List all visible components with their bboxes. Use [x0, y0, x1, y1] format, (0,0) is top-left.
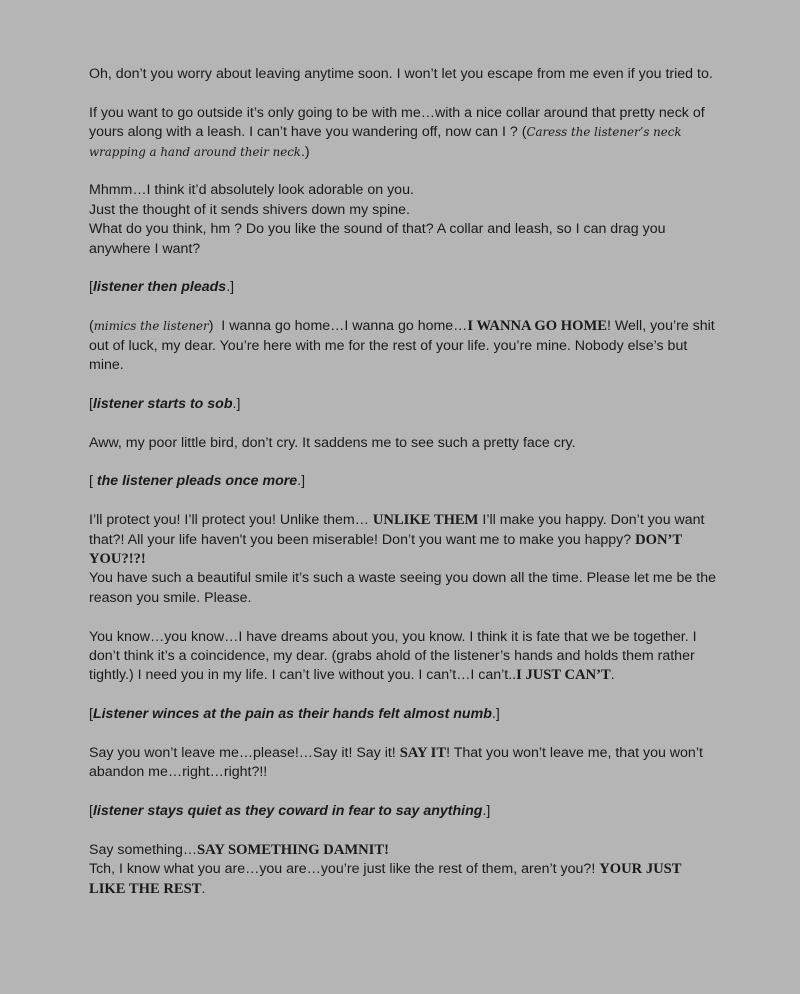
stage-direction-4 [89, 705, 721, 724]
paragraph-6 [89, 511, 721, 569]
paragraph-1: Oh, don’t you worry about leaving anytime soon. I won’t let you escape from me even if you tried to. [89, 66, 713, 82]
paragraph-8 [89, 628, 721, 686]
paragraph-10-tail: . [201, 880, 206, 897]
document-page [89, 65, 721, 899]
paragraph-2-text: If you want to go outside it’s only going to be with me…with a nice collar around that pretty neck of yours along with a leash. I can’t have you wandering off, now can I ? ( [89, 104, 705, 141]
paragraph-6-shout-1: UNLIKE THEM [372, 512, 479, 529]
paragraph-9-text-1: Say you won’t leave me…please!…Say it! Say it! [89, 745, 400, 762]
stage-direction-4-text: Listener winces at the pain as their hands felt almost numb [92, 706, 492, 723]
paragraph-8-shout: I JUST CAN’T [516, 667, 611, 684]
bracket-open: [ [89, 473, 97, 490]
stage-direction-2-text: listener starts to sob [92, 395, 233, 412]
bracket-close: .] [482, 803, 491, 820]
paragraph-9-shout: SAY IT [399, 745, 447, 762]
stage-direction-5-text: listener stays quiet as they coward in fear to say anything [92, 803, 483, 820]
paragraph-10-shout-2: YOUR JUST LIKE THE REST [89, 861, 682, 897]
stage-direction-2 [89, 395, 721, 414]
bracket-close: .] [226, 279, 235, 296]
paragraph-4-shout: I WANNA GO HOME [467, 318, 607, 335]
paragraph-3-line-1: Mhmm…I think it’d absolutely look adorable on you. [89, 182, 414, 199]
paragraph-6-text-2: I’ll make you happy. Don’t you want that?! All your life haven't you been miserable! Don’t you want me to make you happy? [89, 512, 705, 548]
bracket-open: [ [89, 279, 93, 296]
paragraph-4-text-2: ! Well, you’re shit out of luck, my dear. You’re here with me for the rest of your life. you’re mine. Nobody else’s but mine. [89, 318, 715, 374]
paragraph-2-stage-direction: Caress the listener’s neck wrapping a hand around their neck [89, 125, 682, 159]
stage-direction-1-text: listener then pleads [92, 279, 227, 296]
paragraph-3-line-3: What do you think, hm ? Do you like the sound of that? A collar and leash, so I can drag you anywhere I want? [89, 221, 666, 257]
stage-direction-3 [89, 472, 721, 491]
paragraph-3-line-2: Just the thought of it sends shivers down my spine. [89, 201, 410, 218]
paren-close: ) [208, 318, 214, 335]
bracket-close: .] [297, 473, 306, 490]
paren-open: ( [89, 318, 94, 335]
bracket-open: [ [89, 706, 93, 723]
paragraph-6-shout-2-punct: ?!?! [121, 551, 146, 568]
paragraph-4-text-1: I wanna go home…I wanna go home… [213, 318, 468, 335]
stage-direction-5 [89, 802, 721, 821]
paragraph-8-text: You know…you know…I have dreams about you, you know. I think it is fate that we be together. I don’t think it’s a coincidence, my dear. (grabs ahold of the listener’s hands and holds them rather tightly.) I need you in my life. I can’t live without you. I can’t…I can’t.. [89, 628, 697, 684]
stage-direction-3-text: the listener pleads once more [96, 473, 298, 490]
paragraph-9 [89, 744, 721, 783]
paragraph-7: You have such a beautiful smile it’s such a waste seeing you down all the time. Please let me be the reason you smile. Please. [89, 570, 716, 606]
stage-direction-1 [89, 278, 721, 297]
paragraph-6-shout-2-text: DON’T YOU [89, 531, 682, 568]
paragraph-10-text-1: Say something… [89, 842, 198, 859]
bracket-open: [ [89, 803, 93, 820]
paragraph-8-tail: . [610, 667, 615, 684]
paragraph-10-text-2: Tch, I know what you are…you are…you’re just like the rest of them, aren’t you?! [89, 861, 600, 878]
paragraph-10-line-2 [89, 860, 721, 899]
paragraph-5: Aww, my poor little bird, don’t cry. It saddens me to see such a pretty face cry. [89, 434, 576, 451]
paragraph-10-shout-1: SAY SOMETHING DAMNIT! [197, 842, 389, 859]
paragraph-9-text-2: ! That you won’t leave me, that you won’t abandon me…right…right?!! [89, 745, 703, 781]
paragraph-6-text-1: I’ll protect you! I’ll protect you! Unlike them… [89, 512, 373, 529]
paragraph-2 [89, 104, 721, 162]
paragraph-2-tail: .) [300, 143, 310, 160]
paragraph-10-line-1 [89, 841, 721, 860]
paragraph-4 [89, 317, 721, 375]
bracket-open: [ [89, 395, 93, 412]
paragraph-4-stage-direction: mimics the listener [93, 319, 209, 334]
bracket-close: .] [232, 395, 241, 412]
bracket-close: .] [491, 706, 500, 723]
